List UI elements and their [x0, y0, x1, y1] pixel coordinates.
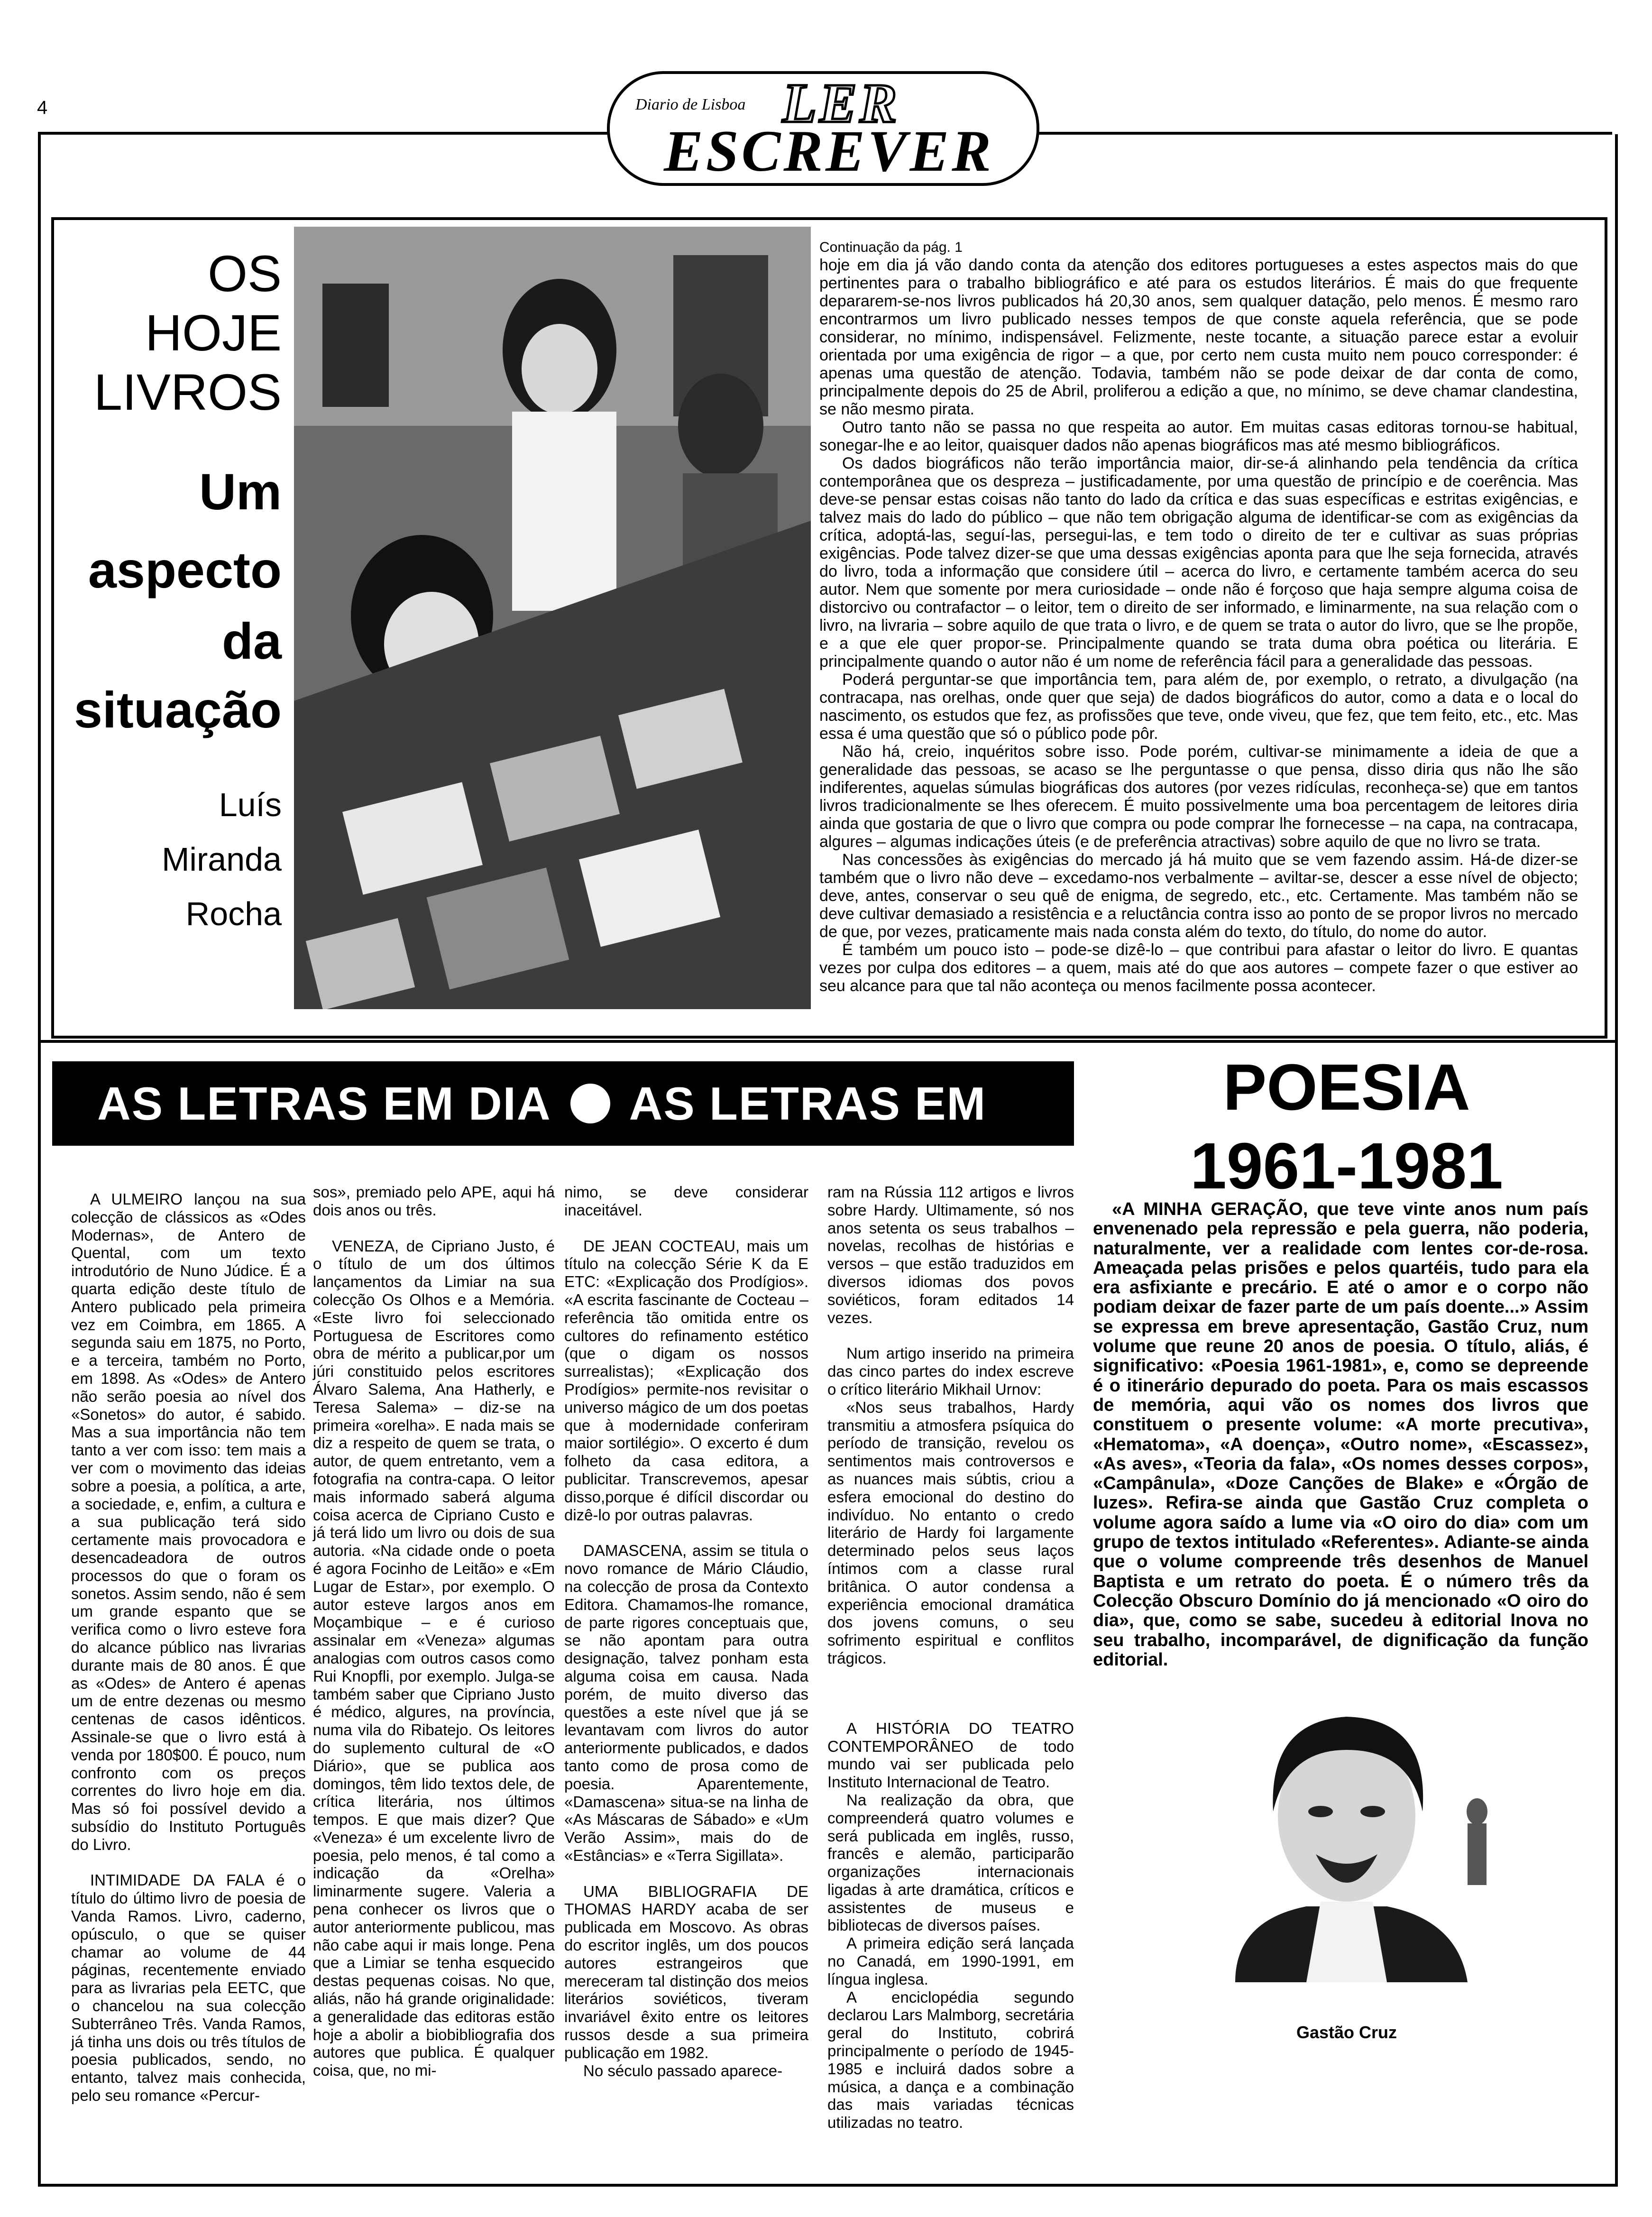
- news-column-1: [71, 1190, 306, 2105]
- feature-subtitle-line-2: aspecto: [88, 541, 282, 598]
- news-item: DE JEAN COCTEAU, mais um título na colecção Série K da E ETC: «Explicação dos Prodígios». «A escrita fascinante de Cocteau – referência tão omitida entre os cultores do refinamento estético (que o digam os nossos surrealistas); «Explicação dos Prodígios» permite-nos revisitar o universo mágico de um dos poetas que à modernidade conferiram maior sortilégio». O excerto é dum folheto da casa editora, a publicitar. Transcrevemos, apesar disso,porque é difícil discordar ou dizê-lo por outras palavras.: [564, 1237, 808, 1524]
- masthead-newspaper-name: Diario de Lisboa: [635, 96, 746, 113]
- news-item: sos», premiado pelo APE, aqui há dois anos ou três.: [313, 1183, 555, 1219]
- poesia-paragraph: «A MINHA GERAÇÃO, que teve vinte anos num país envenenado pela repressão e pela guerra, não poderia, naturalmente, ver a realidade com lentes cor-de-rosa. Ameaçada pelas prisões e pelos quartéis, tudo para ela era asfixiante e precário. E até o amor e o corpo não podiam deixar de fazer parte de um país doente...» Assim se expressa em breve apresentação, Gastão Cruz, num volume que reune 20 anos de poesia. O título, aliás, é significativo: «Poesia 1961-1981», e, como se depreende é o itinerário depurado do poeta. Para os mais escassos de memória, aqui vão os nomes dos livros que constituem o presente volume: «A morte precutiva», «Hematoma», «A doença», «Outro nome», «Escassez», «As aves», «Teoria da fala», «Os nomes desses corpos», «Campânula», «Doze Canções de Blake» e «Órgão de luzes». Refira-se ainda que Gastão Cruz completa o volume agora saído a lume via «O oiro do dia» com um grupo de textos intitulado «Referentes». Adiante-se ainda que o volume compreende três desenhos de Manuel Baptista e um retrato do poeta. É o número três da Colecção Obscuro Domínio do já mencionado «O oiro do dia», que, como se sabe, sucedeu à editorial Inova no seu trabalho, incomparável, de dignificação da função editorial.: [1093, 1199, 1588, 1670]
- feature-title-line-1: OS: [207, 245, 282, 302]
- feature-subtitle-line-4: situação: [73, 681, 282, 738]
- news-item: VENEZA, de Cipriano Justo, é o título de um dos últimos lançamentos da Limiar na sua colecção Os Olhos e a Memória. «Este livro foi seleccionado Portuguesa de Escritores como obra de mérito a publicar,por um júri constituido pelos escritores Álvaro Salema, Ana Hatherly, e Teresa Salema» – diz-se na primeira «orelha». E nada mais se diz a respeito de quem se trata, o autor, de quem entretanto, vem a fotografia na contra-capa. O leitor mais informado saberá alguma coisa acerca de Cipriano Custo e já terá lido um livro ou dois de sua autoria. «Na cidade onde o poeta é agora Focinho de Leitão» e «Em Lugar de Estar», por exemplo. O autor esteve largos anos em Moçambique – e é curioso assinalar em «Veneza» algumas analogias com outros casos como Rui Knopfli, por exemplo. Julga-se também saber que Cipriano Justo é médico, algures, na província, numa vila do Ribatejo. Os leitores do suplemento cultural de «O Diário», que se publica aos domingos, têm lido textos dele, de crítica literária, nos últimos tempos. E que mais dizer? Que «Veneza» é um excelente livro de poesia, pelo menos, é tal como a indicação da «Orelha» liminarmente sugere. Valeria a pena conhecer os livros que o autor anteriormente publicou, mas não cabe aqui ir mais longe. Pena que a Limiar se tenha esquecido destas pequenas coisas. No que, aliás, não há grande originalidade: a generalidade das editoras estão hoje a abolir a biobibliografia dos autores que publica. É qualquer coisa, que, no mi-: [313, 1237, 555, 2079]
- banner-text-left: AS LETRAS EM DIA: [97, 1077, 551, 1130]
- news-item: Na realização da obra, que compreenderá quatro volumes e será publicada em inglês, russo, francês e alemão, participarão organizações internacionais ligadas à arte dramática, críticos e assistentes de museus e bibliotecas de diversos países.: [827, 1791, 1074, 1934]
- author-portrait: [1164, 1693, 1529, 1982]
- news-item: «Nos seus trabalhos, Hardy transmitiu a atmosfera psíquica do período de transição, revelou os sentimentos mais controversos e as nuances mais súbtis, criou a esfera emocional do destino do indivíduo. No entanto o credo literário de Hardy foi largamente determinado pelos seus laços íntimos com a classe rural britânica. O autor condensa a experiência emocional dramática dos jovens comuns, o seu sofrimento espiritual e conflitos trágicos.: [827, 1398, 1074, 1667]
- news-item: No século passado aparece-: [583, 2061, 783, 2079]
- feature-author-line-3: Rocha: [185, 895, 282, 932]
- poesia-title-line-1: POESIA: [1223, 1051, 1470, 1124]
- news-item: nimo, se deve considerar inaceitável.: [564, 1183, 808, 1219]
- news-item: A primeira edição será lançada no Canadá, em 1990-1991, em língua inglesa.: [827, 1934, 1074, 1988]
- feature-article-body: [819, 256, 1578, 995]
- masthead-ler: LER: [782, 72, 900, 134]
- portrait-caption: Gastão Cruz: [1296, 2023, 1397, 2042]
- masthead-escrever: ESCREVER: [664, 119, 994, 184]
- bookshop-photo: [294, 227, 811, 1009]
- page-number: 4: [37, 97, 48, 118]
- feature-subtitle-line-3: da: [221, 612, 282, 670]
- news-item: A ULMEIRO lançou na sua colecção de clássicos as «Odes Modernas», de Antero de Quental, com um texto introdutório de Nuno Júdice. É a quarta edição deste título de Antero publicado pela primeira vez em Coimbra, em 1865. A segunda saiu em 1875, no Porto, e a terceira, também no Porto, em 1898. As «Odes» de Antero não serão poesia ao nível dos «Sonetos» do autor, é sabido. Mas a sua importância não tem tanto a ver com isso: tem mais a ver com o movimento das ideias sobre a poesia, a política, a arte, a sociedade, e, enfim, a cultura e a sua publicação terá sido certamente mais provocadora e desencadeadora de outros processos do que o foram os sonetos. Assim sendo, não é sem um grande espanto que se verifica como o livro esteve fora do alcance público nas livrarias durante mais de 80 anos. É que as «Odes» de Antero é apenas um de entre dezenas ou mesmo centenas de casos idênticos. Assinale-se que o livro está à venda por 180$00. É pouco, num confronto com os preços correntes do livro hoje em dia. Mas só foi possível devido a subsídio do Instituto Português do Livro.: [71, 1190, 306, 1853]
- news-item: A enciclopédia segundo declarou Lars Malmborg, secretária geral do Instituto, cobrirá principalmente o período de 1945-1985 e incluirá dados sobre a música, a dança e a combinação das mais variadas técnicas utilizadas no teatro.: [827, 1988, 1074, 2132]
- feature-paragraph: Não há, creio, inquéritos sobre isso. Pode porém, cultivar-se minimamente a ideia de que a generalidade das pessoas, se acaso se lhe perguntasse o que pensa, disso diria qus não lhe são indiferentes, aquelas súmulas biográficas dos autores (por vezes ridículas, reconheça-se) que em tantos livros tradicionalmente se lhes oferecem. É muito possivelmente uma boa percentagem de leitores diria ainda que gostaria de que o livro que compra ou pode comprar lhe fornecesse – na capa, na contracapa, algures – algumas indicações úteis (e de preferência atractivas) sobre aquilo de que no livro se trata.: [819, 743, 1578, 851]
- news-column-3: [564, 1183, 808, 2079]
- feature-author-line-2: Miranda: [162, 841, 282, 878]
- news-item: A HISTÓRIA DO TEATRO CONTEMPORÂNEO de todo mundo vai ser publicada pelo Instituto Internacional de Teatro.: [827, 1719, 1074, 1791]
- news-item: INTIMIDADE DA FALA é o título do último livro de poesia de Vanda Ramos. Livro, caderno, opúsculo, o que se quiser chamar ao volume de 44 páginas, recentemente enviado para as livrarias pela EETC, que o chancelou na sua colecção Subterrâneo Três. Vanda Ramos, já tinha uns dois ou três títulos de poesia publicados, sendo, no entanto, talvez mais conhecida, pelo seu romance «Percur-: [71, 1871, 306, 2105]
- news-item: Num artigo inserido na primeira das cinco partes do index escreve o crítico literário Mikhail Urnov:: [827, 1344, 1074, 1398]
- news-item: UMA BIBLIOGRAFIA DE THOMAS HARDY acaba de ser publicada em Moscovo. As obras do escritor inglês, um dos poucos autores estrangeiros que mereceram tal distinção dos meios literários soviéticos, tiveram invariável êxito entre os leitores russos desde a sua primeira publicação em 1982.: [564, 1882, 808, 2061]
- feature-paragraph: Poderá perguntar-se que importância tem, para além de, por exemplo, o retrato, a divulgação (na contracapa, nas orelhas, onde quer que seja) de dados biográficos do autor, como a data e o local do nascimento, os estudos que fez, as profissões que teve, onde viveu, que fez, que tem feito, etc., etc. Mas essa é uma questão que só o público pode pôr.: [819, 671, 1578, 743]
- news-item: ram na Rússia 112 artigos e livros sobre Hardy. Ultimamente, só nos anos setenta os seus trabalhos – novelas, recolhas de histórias e versos – que estão traduzidos em diversos idiomas dos povos soviéticos, foram editados 14 vezes.: [827, 1183, 1074, 1326]
- feature-paragraph: É também um pouco isto – pode-se dizê-lo – que contribui para afastar o leitor do livro. E quantas vezes por culpa dos editores – a quem, mais até do que aos autores – compete fazer o que estiver ao seu alcance para que tal não aconteça ou menos facilmente possa acontecer.: [819, 941, 1578, 995]
- section-banner: [52, 1061, 1074, 1146]
- news-column-2: [313, 1183, 555, 2079]
- feature-subtitle-line-1: Um: [199, 463, 282, 520]
- feature-author-line-1: Luís: [219, 786, 282, 823]
- continuation-label: Continuação da pág. 1: [819, 239, 963, 255]
- poesia-title: [1095, 1048, 1598, 1205]
- feature-title-line-2: HOJE: [145, 304, 282, 361]
- bullet-dot-icon: [570, 1084, 610, 1123]
- poesia-article-body: [1093, 1200, 1588, 1670]
- poesia-title-line-2: 1961-1981: [1190, 1130, 1503, 1203]
- feature-paragraph: Os dados biográficos não terão importância maior, dir-se-á alinhando pela tendência da crítica contemporânea que os despreza – justificadamente, por uma questão de princípio e de coerência. Mas deve-se pensar estas coisas não tanto do lado da crítica e das suas específicas e estritas exigências, e talvez mais do lado do público – que não tem obrigação alguma de identificar-se com as exigências da crítica, adoptá-las, seguí-las, persegui-las, e tem todo o direito de ter e cultivar as suas próprias exigências. Pode talvez dizer-se que uma dessas exigências aponta para que lhe seja fornecida, através do livro, toda a informação que considere útil – acerca do livro, e certamente também acerca do seu autor. Nem que somente por mera curiosidade – onde não é forçoso que haja sempre alguma coisa de distorcivo ou contrafactor – o leitor, tem o direito de ser informado, e liminarmente, na sua relação com o livro, na livraria – sobre aquilo de que trata o livro, e de quem se trata o autor do livro, que se lhe propõe, e a que ele quer propor-se. Principalmente quando se trata duma obra poética ou literária. E principalmente quando o autor não é um nome de referência fácil para a generalidade das pessoas.: [819, 454, 1578, 671]
- news-column-4: [827, 1183, 1074, 2132]
- feature-paragraph: Nas concessões às exigências do mercado já há muito que se vem fazendo assim. Há-de dizer-se também que o livro não deve – excedamo-nos verbalmente – aviltar-se, descer a esse nível de objecto; deve, antes, conservar o seu quê de enigma, de segredo, etc., etc. Certamente. Mas também não se deve cultivar demasiado a resistência e a reluctância contra isso ao ponto de se propor livros no mercado de que, por vezes, praticamente mais nada consta além do texto, do título, do nome do autor.: [819, 851, 1578, 941]
- feature-title-line-3: LIVROS: [93, 363, 282, 421]
- feature-paragraph: Outro tanto não se passa no que respeita ao autor. Em muitas casas editoras tornou-se habitual, sonegar-lhe e ao leitor, quaisquer dados não apenas biográficos mas até mesmo bibliográficos.: [819, 418, 1578, 454]
- banner-text-right: AS LETRAS EM: [629, 1077, 987, 1130]
- news-item: DAMASCENA, assim se titula o novo romance de Mário Cláudio, na colecção de prosa da Contexto Editora. Chamamos-lhe romance, de parte rigores conceptuais que, se não apontam para outra designação, talvez ponham esta alguma coisa em causa. Nada porém, de muito diverso das questões a este nível que já se levantavam com livros do autor anteriormente publicados, e dados tanto como de prosa como de poesia. Aparentemente, «Damascena» situa-se na linha de «As Máscaras de Sábado» e «Um Verão Assim», mais do de «Estâncias» e «Terra Sigillata».: [564, 1542, 808, 1864]
- feature-paragraph: hoje em dia já vão dando conta da atenção dos editores portugueses a estes aspectos mais do que pertinentes para o trabalho bibliográfico e até para os estudos literários. É mais do que frequente depararem-se-nos livros publicados há 20,30 anos, sem qualquer datação, pelo menos. É mesmo raro encontrarmos um livro publicado nesses tempos de que conste aquela referência, que se pode considerar, no mínimo, indispensável. Felizmente, neste tocante, a situação parece estar a evoluir orientada por uma exigência de rigor – a que, por certo nem custa muito nem pouco corresponder: é apenas uma questão de atenção. Todavia, também não se pode deixar de dar conta de como, principalmente depois do 25 de Abril, proliferou a edição a que, no mínimo, se deve chamar clandestina, se não mesmo pirata.: [819, 256, 1578, 418]
